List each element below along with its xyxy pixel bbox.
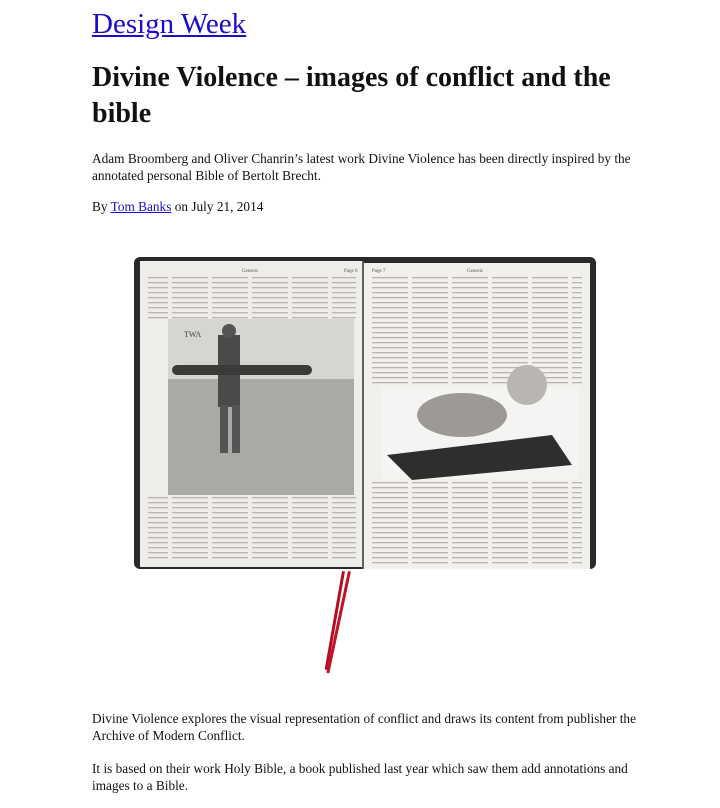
article-image-open-bible (132, 255, 598, 685)
author-link[interactable]: Tom Banks (110, 199, 172, 214)
left-page-header: Genesis (242, 269, 258, 274)
ribbon-bookmark (325, 571, 345, 670)
article-paragraph: Divine Violence explores the visual representation of conflict and draws its content from publisher the Archive of Modern Conflict. (92, 711, 636, 743)
site-title-link[interactable]: Design Week (92, 8, 247, 40)
byline (92, 199, 652, 215)
article-headline: Divine Violence – images of conflict and the bible (92, 62, 611, 129)
article-paragraph: It is based on their work Holy Bible, a book published last year which saw them add annotations and images to a Bible. (92, 761, 628, 793)
right-page-header: Genesis (467, 269, 483, 274)
photo-sign-text: TWA (184, 330, 202, 339)
right-page-number: Page 7 (372, 269, 386, 274)
publish-date: July 21, 2014 (191, 199, 264, 214)
article-lead: Adam Broomberg and Oliver Chanrin’s latest work Divine Violence has been directly inspired by the annotated personal Bible of Bertolt Brecht. (92, 151, 631, 183)
byline-prefix: By (92, 199, 108, 214)
byline-on: on (174, 199, 189, 214)
left-page-number: Page 6 (344, 269, 358, 274)
